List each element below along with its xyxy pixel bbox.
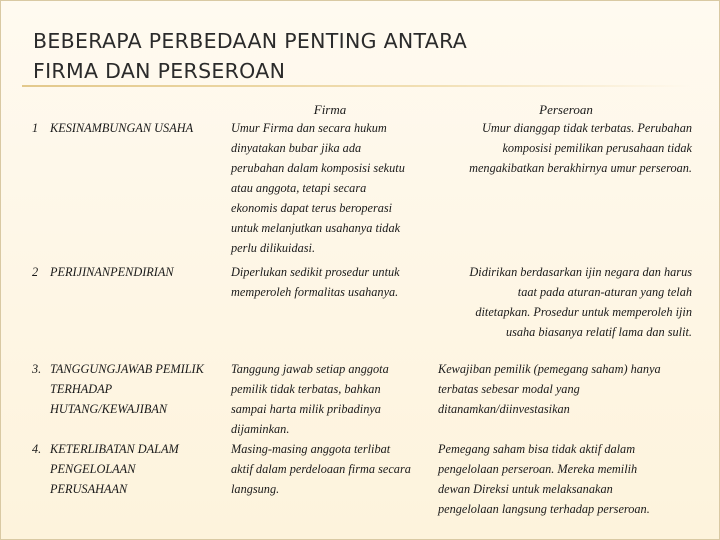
- row-label-perijinan: PERIJINANPENDIRIAN: [50, 265, 174, 279]
- row-label-keterlibatan: KETERLIBATAN DALAM PENGELOLAAN PERUSAHAAN: [50, 442, 179, 496]
- row-label-tanggungjawab: TANGGUNGJAWAB PEMILIK TERHADAP HUTANG/KEWAJIBAN: [50, 362, 204, 416]
- row-number: 3.: [32, 362, 42, 376]
- cell-perseroan-keterlibatan: Pemegang saham bisa tidak aktif dalam pengelolaan perseroan. Mereka memilih dewan Direksi untuk melaksanakan pengelolaan langsung terhadap perseroan.: [438, 442, 650, 516]
- column-header-firma: Firma: [313, 102, 347, 117]
- slide-title: [33, 26, 673, 86]
- cell-perseroan-perijinan: Didirikan berdasarkan ijin negara dan harus taat pada aturan-aturan yang telah ditetapkan. Prosedur untuk memperoleh ijin usaha biasanya relatif lama dan sulit.: [469, 265, 692, 339]
- cell-firma-tanggungjawab: Tanggung jawab setiap anggota pemilik tidak terbatas, bahkan sampai harta milik pribadinya dijaminkan.: [231, 362, 389, 436]
- cell-firma-keterlibatan: Masing-masing anggota terlibat aktif dalam perdeloaan firma secara langsung.: [231, 442, 411, 496]
- row-number: 2: [32, 265, 39, 279]
- cell-firma-perijinan: Diperlukan sedikit prosedur untuk memperoleh formalitas usahanya.: [231, 265, 400, 299]
- row-number: 1: [32, 121, 39, 135]
- title-divider: [22, 85, 690, 87]
- cell-perseroan-tanggungjawab: Kewajiban pemilik (pemegang saham) hanya terbatas sebesar modal yang ditanamkan/diinvestasikan: [438, 362, 661, 416]
- cell-firma-kesinambungan: Umur Firma dan secara hukum dinyatakan bubar jika ada perubahan dalam komposisi sekutu atau anggota, tetapi secara ekonomis dapat terus beroperasi untuk melanjutkan usahanya tidak perlu dilikuidasi.: [231, 121, 405, 255]
- column-header-perseroan: Perseroan: [539, 102, 593, 117]
- row-number: 4.: [32, 442, 42, 456]
- row-label-kesinambungan: KESINAMBUNGAN USAHA: [50, 121, 194, 135]
- title-line-2: FIRMA DAN PERSEROAN: [33, 59, 286, 83]
- cell-perseroan-kesinambungan: Umur dianggap tidak terbatas. Perubahan komposisi pemilikan perusahaan tidak mengakibatkan berakhirnya umur perseroan.: [469, 121, 692, 175]
- title-line-1: BEBERAPA PERBEDAAN PENTING ANTARA: [33, 29, 468, 53]
